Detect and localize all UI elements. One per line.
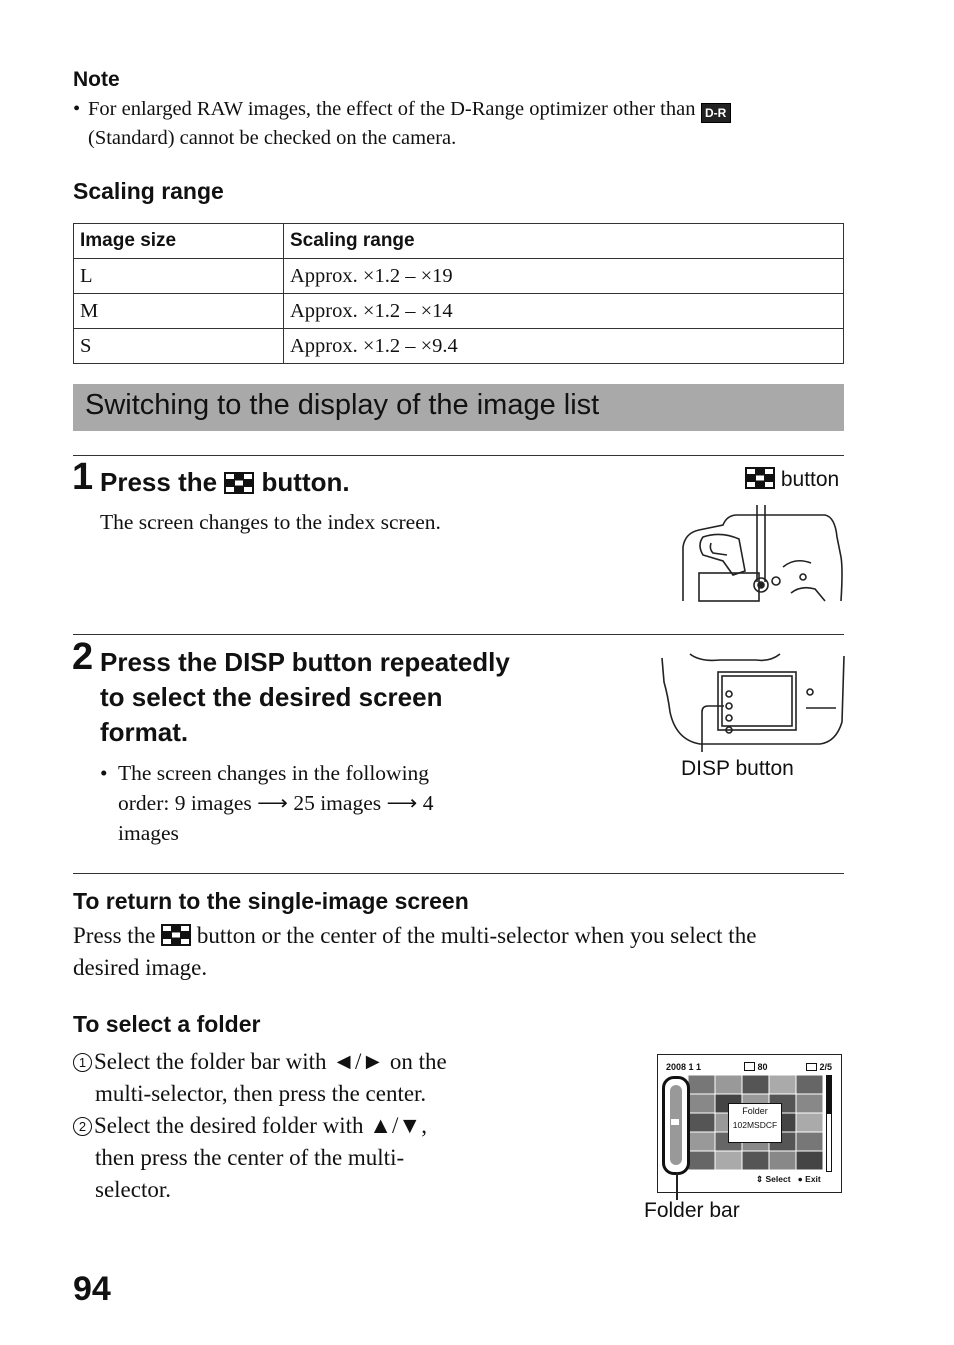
step1-callout-label: button <box>780 468 840 491</box>
image-count-icon <box>744 1062 755 1071</box>
note-text-after: (Standard) cannot be checked on the camera. <box>88 127 457 149</box>
table-header-cell: Image size <box>74 224 284 259</box>
screen-count <box>744 1062 768 1072</box>
folder-icon <box>806 1063 817 1071</box>
note-body <box>73 95 813 153</box>
table-header-row <box>74 224 844 259</box>
table-row <box>74 294 844 329</box>
folder-bar <box>662 1076 690 1175</box>
arrow-right-icon: ⟶ <box>257 791 288 815</box>
step2-bullet: • <box>100 761 108 785</box>
folder-step-text: Select the folder bar with ◄/► on the <box>94 1049 447 1074</box>
table-cell: S <box>74 329 284 364</box>
up-down-icon: ⇕ <box>756 1174 764 1184</box>
scaling-range-heading: Scaling range <box>73 178 224 204</box>
step-number-badge: 1 <box>73 1053 92 1072</box>
step-number-badge: 2 <box>73 1117 92 1136</box>
step2-callout: DISP button <box>681 757 794 780</box>
step2-order-25: 25 images <box>293 791 382 815</box>
screen-page <box>806 1062 832 1072</box>
table-header-cell: Scaling range <box>284 224 844 259</box>
return-heading: To return to the single-image screen <box>73 888 469 914</box>
note-text-before: For enlarged RAW images, the effect of the D-Range optimizer other than <box>88 98 696 120</box>
table-cell: L <box>74 259 284 294</box>
folder-step-text: selector. <box>95 1177 171 1202</box>
folder-step <box>73 1110 503 1142</box>
step2-number: 2 <box>72 636 94 678</box>
page-number: 94 <box>73 1270 111 1308</box>
camera-back-top-illustration <box>675 497 847 603</box>
step2-head-line: format. <box>100 717 189 747</box>
arrow-right-icon: ⟶ <box>386 791 418 815</box>
table-cell: Approx. ×1.2 – ×19 <box>284 259 844 294</box>
return-divider <box>73 873 844 874</box>
folder-step-text: Select the desired folder with ▲/▼, <box>94 1113 427 1138</box>
step2-order-4: 4 <box>422 791 434 815</box>
index-grid-icon <box>161 924 191 946</box>
folder-step <box>73 1046 503 1078</box>
camera-back-disp-illustration <box>660 652 846 756</box>
note-title: Note <box>73 68 120 91</box>
step2-body-line: images <box>118 821 179 845</box>
return-text-after: button or the center of the multi-selector when you select the <box>196 923 757 948</box>
step2-body <box>100 758 500 848</box>
screen-footer <box>756 1174 821 1185</box>
d-range-icon: D-R <box>701 103 731 123</box>
screen-page-value: 2/5 <box>819 1062 833 1072</box>
step2-heading <box>100 645 510 750</box>
screen-date: 2008 1 1 <box>666 1062 702 1072</box>
step2-body-line: The screen changes in the following <box>118 761 430 785</box>
table-cell: M <box>74 294 284 329</box>
step2-divider <box>73 634 844 635</box>
step1-head-after: button. <box>261 467 350 497</box>
folder-step-text: multi-selector, then press the center. <box>95 1081 427 1106</box>
step2-head-line: to select the desired screen <box>100 682 443 712</box>
index-screen-mockup <box>657 1054 842 1193</box>
return-text-before: Press the <box>73 923 156 948</box>
index-grid-icon <box>224 472 254 494</box>
folder-steps <box>73 1046 503 1206</box>
folder-bar-callout: Folder bar <box>644 1199 740 1222</box>
step2-body-line <box>118 788 500 818</box>
screen-exit-label: Exit <box>805 1174 821 1184</box>
step1-head-before: Press the <box>100 467 218 497</box>
step1-heading <box>100 465 350 500</box>
note-bullet: • <box>73 98 81 120</box>
return-text-line2: desired image. <box>73 955 208 980</box>
folder-bar-leader <box>676 1172 678 1200</box>
table-cell: Approx. ×1.2 – ×9.4 <box>284 329 844 364</box>
step1-body: The screen changes to the index screen. <box>100 510 441 534</box>
step1-divider <box>73 455 844 456</box>
folder-popup-title: Folder <box>742 1106 768 1116</box>
folder-heading: To select a folder <box>73 1011 261 1037</box>
table-row <box>74 329 844 364</box>
step1-number: 1 <box>72 456 94 498</box>
folder-step-text: then press the center of the multi- <box>95 1145 405 1170</box>
screen-scrollbar <box>826 1075 832 1172</box>
folder-popup-value: 102MSDCF <box>732 1120 778 1130</box>
scaling-range-table <box>73 223 844 364</box>
center-button-icon: ● <box>797 1174 803 1184</box>
section-title: Switching to the display of the image list <box>85 389 600 421</box>
step2-head-line: Press the DISP button repeatedly <box>100 647 510 677</box>
section-title-bar <box>73 384 844 431</box>
screen-select-label: Select <box>765 1174 791 1184</box>
screen-count-value: 80 <box>757 1062 768 1072</box>
step2-order-9: order: 9 images <box>118 791 252 815</box>
table-cell: Approx. ×1.2 – ×14 <box>284 294 844 329</box>
return-body <box>73 920 848 984</box>
folder-popup <box>728 1103 782 1143</box>
table-row <box>74 259 844 294</box>
step1-callout <box>745 467 839 492</box>
index-grid-icon <box>745 467 775 489</box>
